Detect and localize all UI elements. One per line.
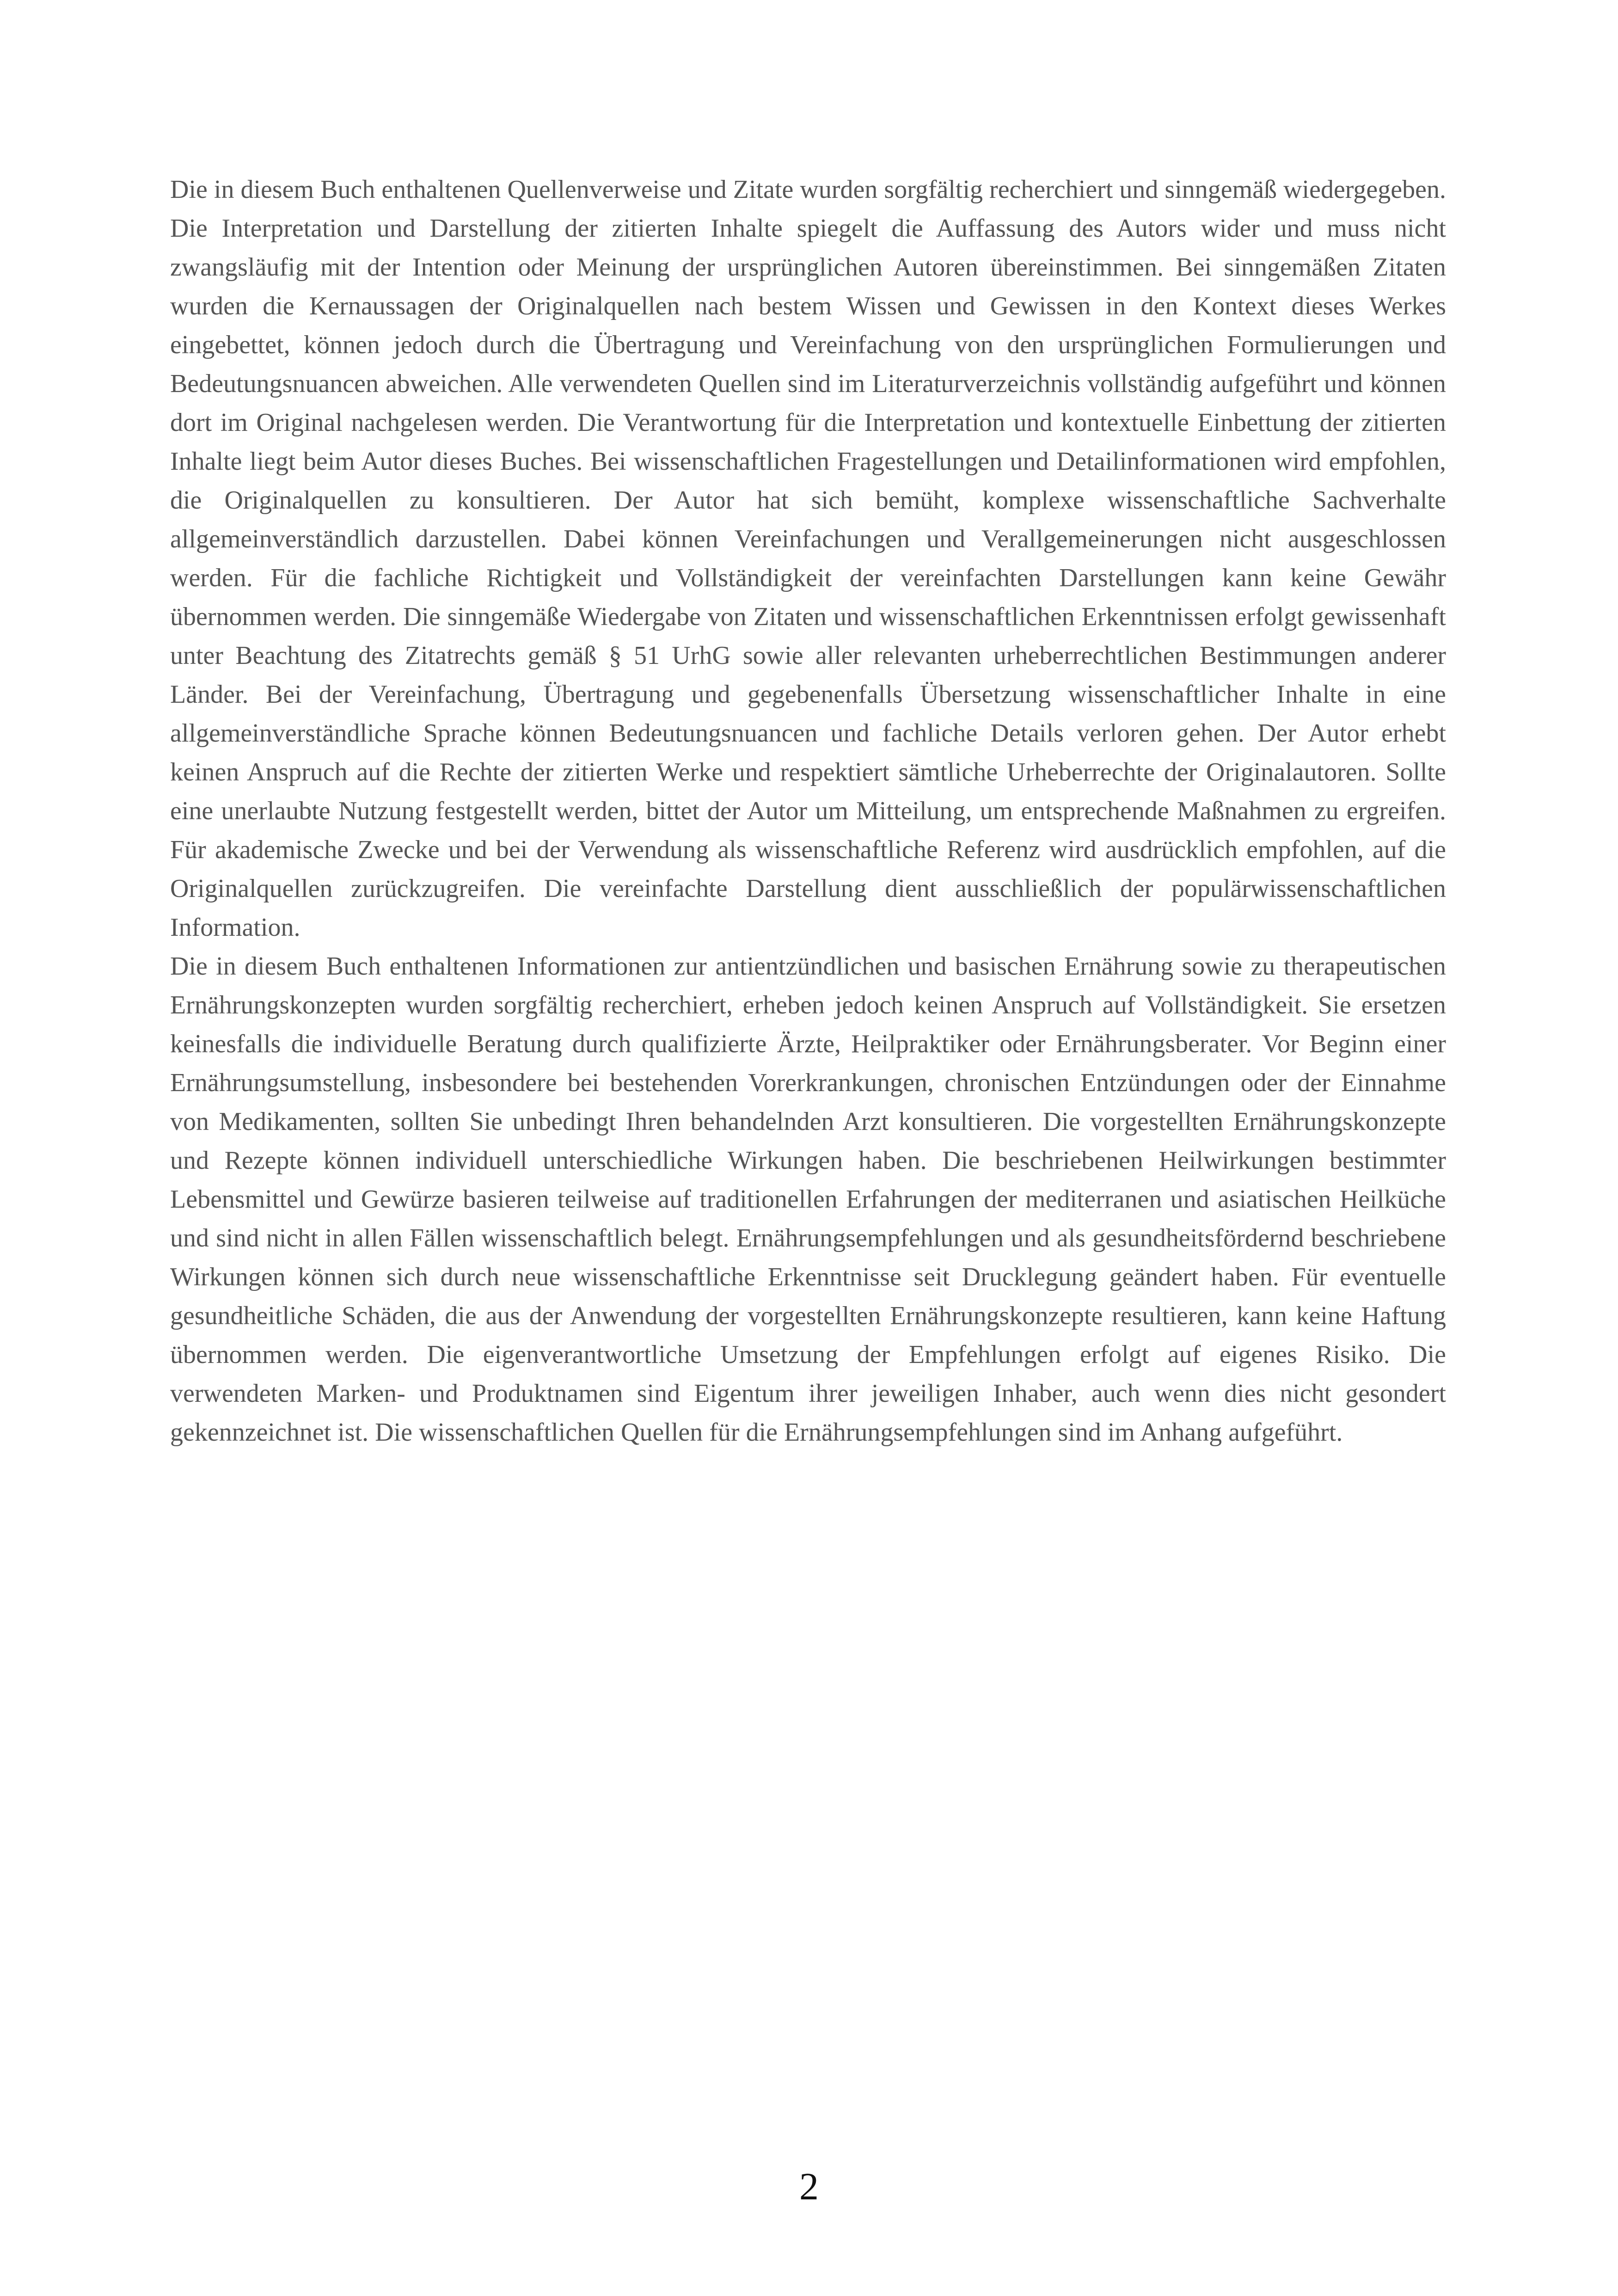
- disclaimer-paragraph-nutrition: Die in diesem Buch enthaltenen Informationen zur antientzündlichen und basischen Ernährung sowie zu therapeutischen Ernährungskonzepten wurden sorgfältig recherchiert, erheben jedoch keinen Anspruch auf Vollständigkeit. Sie ersetzen keinesfalls die individuelle Beratung durch qualifizierte Ärzte, Heilpraktiker oder Ernährungsberater. Vor Beginn einer Ernährungsumstellung, insbesondere bei bestehenden Vorerkrankungen, chronischen Entzündungen oder der Einnahme von Medikamenten, sollten Sie unbedingt Ihren behandelnden Arzt konsultieren. Die vorgestellten Ernährungskonzepte und Rezepte können individuell unterschiedliche Wirkungen haben. Die beschriebenen Heilwirkungen bestimmter Lebensmittel und Gewürze basieren teilweise auf traditionellen Erfahrungen der mediterranen und asiatischen Heilküche und sind nicht in allen Fällen wissenschaftlich belegt. Ernährungsempfehlungen und als gesundheitsfördernd beschriebene Wirkungen können sich durch neue wissenschaftliche Erkenntnisse seit Drucklegung geändert haben. Für eventuelle gesundheitliche Schäden, die aus der Anwendung der vorgestellten Ernährungskonzepte resultieren, kann keine Haftung übernommen werden. Die eigenverantwortliche Umsetzung der Empfehlungen erfolgt auf eigenes Risiko. Die verwendeten Marken- und Produktnamen sind Eigentum ihrer jeweiligen Inhaber, auch wenn dies nicht gesondert gekennzeichnet ist. Die wissenschaftlichen Quellen für die Ernährungsempfehlungen sind im Anhang aufgeführt.: [170, 952, 1446, 1447]
- page-number: 2: [799, 2165, 819, 2208]
- body-text: [170, 170, 1446, 1452]
- disclaimer-paragraph-sources: Die in diesem Buch enthaltenen Quellenverweise und Zitate wurden sorgfältig recherchiert und sinngemäß wiedergegeben. Die Interpretation und Darstellung der zitierten Inhalte spiegelt die Auffassung des Autors wider und muss nicht zwangsläufig mit der Intention oder Meinung der ursprünglichen Autoren übereinstimmen. Bei sinngemäßen Zitaten wurden die Kernaussagen der Originalquellen nach bestem Wissen und Gewissen in den Kontext dieses Werkes eingebettet, können jedoch durch die Übertragung und Vereinfachung von den ursprünglichen Formulierungen und Bedeutungsnuancen abweichen. Alle verwendeten Quellen sind im Literaturverzeichnis vollständig aufgeführt und können dort im Original nachgelesen werden. Die Verantwortung für die Interpretation und kontextuelle Einbettung der zitierten Inhalte liegt beim Autor dieses Buches. Bei wissenschaftlichen Fragestellungen und Detailinformationen wird empfohlen, die Originalquellen zu konsultieren. Der Autor hat sich bemüht, komplexe wissenschaftliche Sachverhalte allgemeinverständlich darzustellen. Dabei können Vereinfachungen und Verallgemeinerungen nicht ausgeschlossen werden. Für die fachliche Richtigkeit und Vollständigkeit der vereinfachten Darstellungen kann keine Gewähr übernommen werden. Die sinngemäße Wiedergabe von Zitaten und wissenschaftlichen Erkenntnissen erfolgt gewissenhaft unter Beachtung des Zitatrechts gemäß § 51 UrhG sowie aller relevanten urheberrechtlichen Bestimmungen anderer Länder. Bei der Vereinfachung, Übertragung und gegebenenfalls Übersetzung wissenschaftlicher Inhalte in eine allgemeinverständliche Sprache können Bedeutungsnuancen und fachliche Details verloren gehen. Der Autor erhebt keinen Anspruch auf die Rechte der zitierten Werke und respektiert sämtliche Urheberrechte der Originalautoren. Sollte eine unerlaubte Nutzung festgestellt werden, bittet der Autor um Mitteilung, um entsprechende Maßnahmen zu ergreifen. Für akademische Zwecke und bei der Verwendung als wissenschaftliche Referenz wird ausdrücklich empfohlen, auf die Originalquellen zurückzugreifen. Die vereinfachte Darstellung dient ausschließlich der populärwissenschaftlichen Information.: [170, 175, 1446, 942]
